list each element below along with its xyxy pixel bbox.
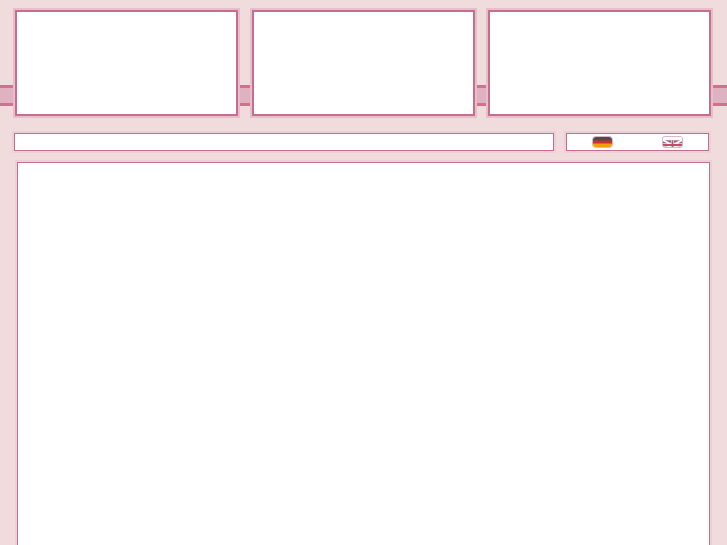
- main-nav: [14, 133, 554, 151]
- header-image-2: [252, 10, 475, 116]
- header-image-3: [488, 10, 711, 116]
- german-flag-icon: [593, 137, 612, 147]
- uk-flag-icon: [663, 137, 682, 147]
- language-switcher: [566, 133, 709, 151]
- language-english-button[interactable]: [663, 137, 682, 147]
- header-image-1: [15, 10, 238, 116]
- language-german-button[interactable]: [593, 137, 612, 147]
- main-content-panel: [17, 162, 710, 545]
